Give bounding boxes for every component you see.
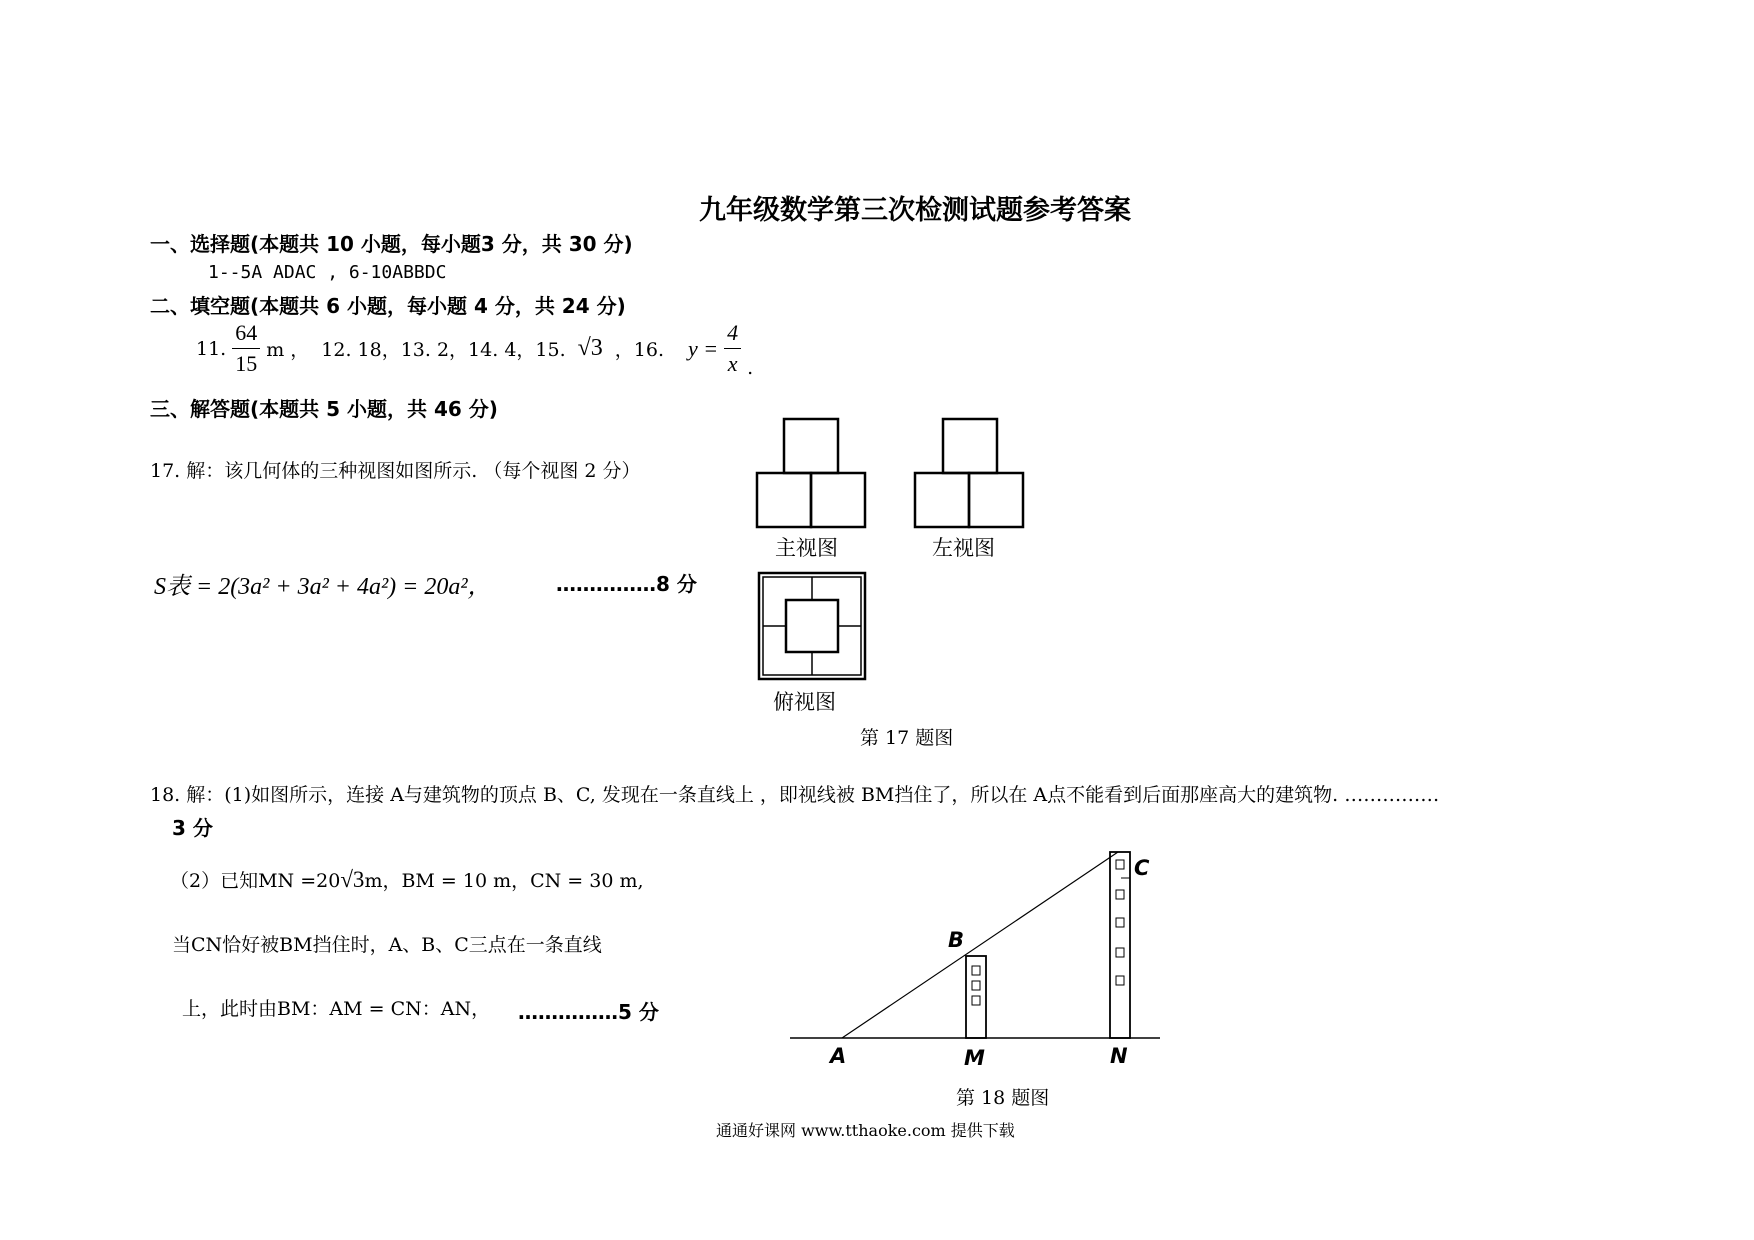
point-c-label: C <box>1134 856 1150 880</box>
q18-diagram <box>788 848 1163 1073</box>
section-heading-choice: 一、选择题(本题共 10 小题，每小题3 分，共 30 分) <box>150 232 633 256</box>
q18-caption: 第 18 题图 <box>956 1087 1050 1109</box>
point-b-label: B <box>948 928 965 952</box>
footer-text: 通通好课网 www.tthaoke.com 提供下载 <box>716 1121 1015 1140</box>
answer-16-fraction <box>724 318 741 379</box>
answer-11-fraction <box>232 318 260 379</box>
q17-text: 17. 解：该几何体的三种视图如图所示. （每个视图 2 分） <box>150 460 641 482</box>
q17-caption: 第 17 题图 <box>860 727 954 749</box>
q18-given-sqrt: √3 <box>340 866 365 892</box>
answer-15-sqrt: √3 <box>577 335 603 361</box>
answer-16-y: y = <box>688 335 719 361</box>
left-view-drawing <box>913 418 1028 530</box>
section-heading-solve: 三、解答题(本题共 5 小题，共 46 分) <box>150 397 498 421</box>
choice-answers: 1--5A ADAC , 6-10ABBDC <box>208 262 447 283</box>
top-view-drawing <box>757 571 869 683</box>
fill-answers-row <box>196 318 753 379</box>
q18-part1-text: 18. 解：(1)如图所示，连接 A与建筑物的顶点 B、C, 发现在一条直线上 ，即视线被 BM挡住了，所以在 A点不能看到后面那座高大的建筑物. …………… <box>150 784 1440 806</box>
answer-11-label: 11. <box>196 337 227 360</box>
q18-given-rest: m，BM = 10 m，CN = 30 m, <box>364 870 644 892</box>
fraction-denominator: 15 <box>235 351 258 376</box>
fraction-denominator: x <box>727 351 738 376</box>
q17-score: ……………8 分 <box>556 572 697 596</box>
front-view-label: 主视图 <box>775 536 838 560</box>
q18-score-5: ……………5 分 <box>518 1000 659 1024</box>
answer-16-end: . <box>747 357 754 379</box>
point-n-label: N <box>1110 1044 1128 1068</box>
left-view-label: 左视图 <box>932 536 995 560</box>
q18-score-3: 3 分 <box>172 816 213 840</box>
answers-12-15: 12. 18，13. 2，14. 4，15. <box>321 339 566 361</box>
front-view-drawing <box>755 418 870 530</box>
q17-formula: S表 = 2(3a² + 3a² + 4a²) = 20a²， <box>154 574 492 600</box>
point-a-label: A <box>830 1044 847 1068</box>
section-heading-fill: 二、填空题(本题共 6 小题，每小题 4 分，共 24 分) <box>150 294 626 318</box>
q18-part2-given <box>170 866 644 893</box>
fraction-numerator: 64 <box>232 318 260 349</box>
top-view-label: 俯视图 <box>773 690 836 714</box>
q18-given-mn: （2）已知MN =20 <box>170 870 341 892</box>
point-m-label: M <box>964 1046 985 1070</box>
answer-11-unit: m ， <box>266 339 310 361</box>
q18-ratio-line: 上，此时由BM：AM = CN：AN， <box>182 998 491 1020</box>
page-title: 九年级数学第三次检测试题参考答案 <box>699 195 1131 226</box>
fraction-numerator: 4 <box>724 318 741 349</box>
q18-when-line: 当CN恰好被BM挡住时，A、B、C三点在一条直线 <box>172 934 602 956</box>
answer-16-label: ，16. <box>614 339 665 361</box>
